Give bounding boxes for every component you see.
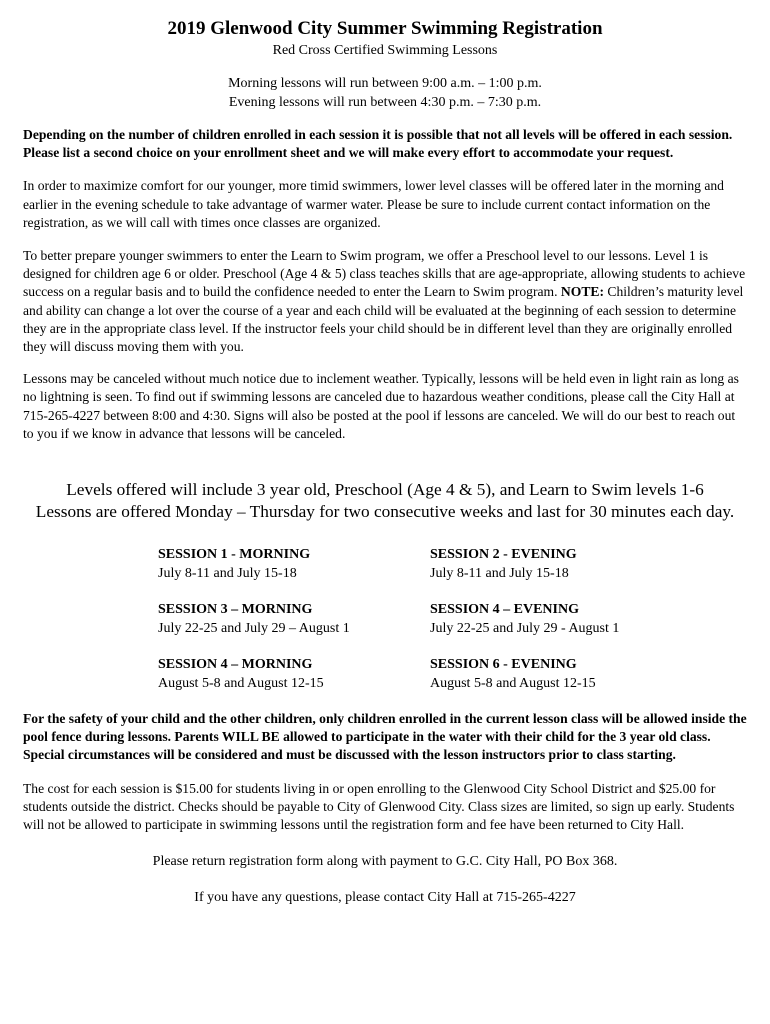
cost-paragraph: The cost for each session is $15.00 for students living in or open enrolling to the Glenwood City School District and $25.00 for students outside the district. Checks should be payable to City of Glenwood City. Class sizes are limited, so sign up early. Students will not be allowed to participate in swimming lessons until the registration form and fee have been returned to City Hall. xyxy=(23,780,735,833)
session-dates: August 5-8 and August 12-15 xyxy=(430,676,596,692)
session-dates: August 5-8 and August 12-15 xyxy=(158,676,324,692)
comfort-paragraph: In order to maximize comfort for our younger, more timid swimmers, lower level classes will be offered later in the morning and earlier in the evening schedule to take advantage of warmer water. Please be sure to include current contact information on the registration, as we will call with times once classes are organized. xyxy=(23,178,724,230)
evening-times: Evening lessons will run between 4:30 p.m. – 7:30 p.m. xyxy=(228,95,542,110)
enrollment-notice: Depending on the number of children enrolled in each session it is possible that not all levels will be offered in each session. Please list a second choice on your enrollment sheet and we will make every effort to accommodate your request. xyxy=(23,127,733,161)
session-name: SESSION 4 – EVENING xyxy=(430,602,579,618)
session-dates: July 8-11 and July 15-18 xyxy=(158,566,297,582)
page-subtitle: Red Cross Certified Swimming Lessons xyxy=(272,43,498,58)
session-name: SESSION 4 – MORNING xyxy=(158,657,313,673)
session-item xyxy=(430,600,702,638)
session-name: SESSION 3 – MORNING xyxy=(158,602,313,618)
note-text: Children’s maturity level and ability can change a lot over the course of a year and each child will be evaluated at the beginning of each session to determine they are in the appropriate class level. If the instructor feels your child should be in different level than they are originally enrolled they will discuss moving them with you. xyxy=(23,284,744,355)
session-item xyxy=(430,545,702,583)
session-dates: July 22-25 and July 29 - August 1 xyxy=(430,621,620,637)
session-name: SESSION 6 - EVENING xyxy=(430,657,577,673)
levels-info xyxy=(23,479,747,523)
safety-paragraph: For the safety of your child and the other children, only children enrolled in the current lesson class will be allowed inside the pool fence during lessons. Parents WILL BE allowed to participate in the water with their child for the 3 year old class. Special circumstances will be considered and must be discussed with the lesson instructors prior to class starting. xyxy=(23,711,747,763)
session-dates: July 8-11 and July 15-18 xyxy=(430,566,569,582)
return-info: Please return registration form along with payment to G.C. City Hall, PO Box 368. xyxy=(152,854,618,870)
note-label: NOTE: xyxy=(560,284,604,300)
session-name: SESSION 2 - EVENING xyxy=(430,547,577,563)
session-name: SESSION 1 - MORNING xyxy=(158,547,311,563)
morning-times: Morning lessons will run between 9:00 a.m. – 1:00 p.m. xyxy=(228,76,542,91)
weather-paragraph: Lessons may be canceled without much notice due to inclement weather. Typically, lessons will be held even in light rain as long as no lightning is seen. To find out if swimming lessons are canceled due to hazardous weather conditions, please call the City Hall at 715-265-4227 between 8:00 and 4:30. Signs will also be posted at the pool if lessons are canceled. We will do our best to reach out to you if we know in advance that lessons will be canceled. xyxy=(23,371,739,441)
preschool-paragraph xyxy=(23,247,747,356)
lesson-times xyxy=(23,74,747,112)
session-item xyxy=(158,655,430,693)
session-item xyxy=(158,600,430,638)
session-item xyxy=(430,655,702,693)
session-dates: July 22-25 and July 29 – August 1 xyxy=(158,621,350,637)
levels-line-2: Lessons are offered Monday – Thursday for two consecutive weeks and last for 30 minutes each day. xyxy=(35,502,735,522)
session-grid xyxy=(158,545,747,710)
page-title: 2019 Glenwood City Summer Swimming Registration xyxy=(167,18,603,39)
contact-info: If you have any questions, please contact City Hall at 715-265-4227 xyxy=(194,890,576,906)
preschool-intro: To better prepare younger swimmers to enter the Learn to Swim program, we offer a Preschool level to our lessons. Level 1 is designed for children age 6 or older. Preschool (Age 4 & 5) class teaches skills that are age-appropriate, allowing students to achieve success on a regular basis and to build the confidence needed to enter the Learn to Swim program. xyxy=(23,248,746,300)
session-item xyxy=(158,545,430,583)
levels-line-1: Levels offered will include 3 year old, Preschool (Age 4 & 5), and Learn to Swim levels 1-6 xyxy=(66,480,704,500)
